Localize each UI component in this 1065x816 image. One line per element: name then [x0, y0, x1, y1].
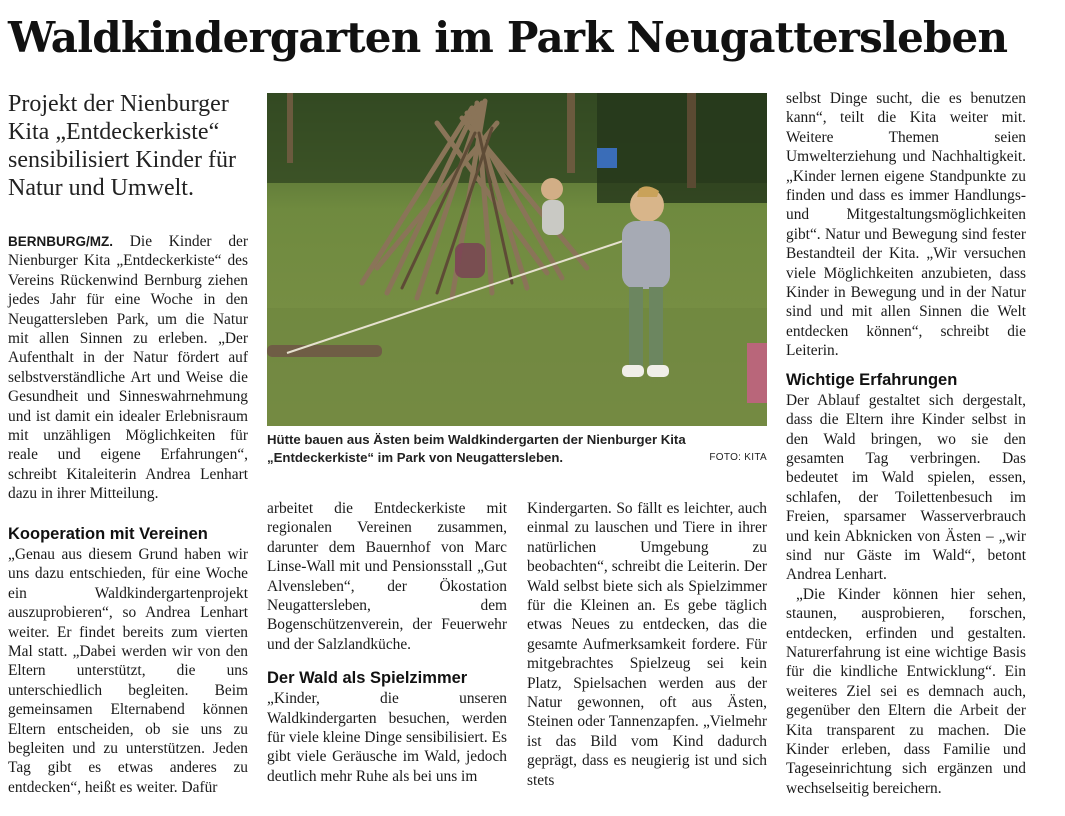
headline: Waldkindergarten im Park Neugattersleben [8, 13, 1008, 62]
article-column-2 [267, 499, 507, 786]
paragraph-ablauf: Der Ablauf gestaltet sich dergestalt, dass die Eltern ihre Kinder selbst in den Wald bringen, wo sie den gesamten Tag verbringen. Das bedeutet im Wald spielen, essen, schlafen, der Toilettenbesuch im Freien, sparsamer Wasserverbrauch und kein Abknicken von Ästen – „wir sind nur Gäste im Wald“, betont Andrea Lenhart. [786, 391, 1026, 584]
article-column-1 [8, 232, 248, 504]
article-photo [267, 93, 767, 426]
subheadline: Projekt der Nienburger Kita „Entdeckerkiste“ sensibilisiert Kinder für Natur und Umwelt. [8, 91, 236, 201]
section-heading-erfahrungen: Wichtige Erfahrungen [786, 370, 958, 389]
section-heading-kooperation: Kooperation mit Vereinen [8, 525, 208, 543]
photo-credit: FOTO: KITA [709, 452, 767, 463]
paragraph-kooperation: „Genau aus diesem Grund haben wir uns dazu entschieden, für eine Woche ein Waldkindergartenprojekt auszuprobieren“, so Andrea Lenhart weiter. Er findet bereits zum vierten Mal statt. „Dabei werden wir von den Eltern unterstützt, die uns unterschiedlich begleiten. Beim gemeinsamen Elternabend können Eltern entscheiden, ob sie uns zu begleiten und zu unterstützen. Jeden Tag gibt es etwas anderes zu entdecken“, heißt es weiter. Dafür [8, 546, 248, 796]
photo-caption [267, 431, 767, 467]
photo-illustration [267, 93, 767, 426]
paragraph-vereine: arbeitet die Entdeckerkiste mit regionalen Vereinen zusammen, darunter dem Bauernhof von Marc Linse-Wall mit und Pensionsstall „Gut Alvensleben“, der Ökostation Neugattersleben, dem Bogenschützenverein, der Feuerwehr und der Salzlandküche. [267, 500, 507, 653]
article-column-4 [786, 89, 1026, 798]
paragraph-ziele: „Die Kinder können hier sehen, staunen, ausprobieren, forschen, entdecken, erfinden und gestalten. Naturerfahrung ist eine wichtige Basis für die kindliche Entwicklung“. Ein weiteres Ziel sei es demnach auch, gegenüber den Eltern die Arbeit der Kita transparent zu machen. Die Kinder erleben, dass Familie und Tageseinrichtung sich ergänzen und wechselseitig bereichern. [786, 585, 1026, 797]
article-column-1-lower [8, 518, 248, 797]
article-column-3 [527, 499, 767, 790]
paragraph-intro [8, 232, 248, 504]
paragraph-kindergarten: Kindergarten. So fällt es leichter, auch einmal zu lauschen und Tiere in ihrer natürlichen Umgebung zu beobachten“, schreibt die Leiterin. Der Wald selbst biete sich als Spielzimmer für die Kleinen an. Es gebe täglich etwas Neues zu entdecken, das die gesamte Aufmerksamkeit fordere. Für mitgebrachtes Spielzeug sei kein Platz, Spielsachen werden aus der Natur gewonnen, oft aus Ästen, Steinen oder Tannenzapfen. „Vielmehr ist das Bild vom Kind dadurch geprägt, dass es neugierig ist und sich stets [527, 500, 767, 789]
dateline: BERNBURG/MZ. [8, 234, 113, 249]
caption-text: Hütte bauen aus Ästen beim Waldkindergarten der Nienburger Kita „Entdeckerkiste“ im Park von Neugattersleben. [267, 432, 686, 465]
paragraph-spielzimmer: „Kinder, die unseren Waldkindergarten besuchen, werden für viele kleine Dinge sensibilisiert. Es gibt viele Geräusche im Wald, jedoch deutlich mehr Ruhe als bei uns im [267, 690, 507, 785]
section-heading-spielzimmer: Der Wald als Spielzimmer [267, 669, 468, 688]
paragraph-themen: selbst Dinge sucht, die es benutzen kann“, teilt die Kita weiter mit. Weitere Themen seien Umwelterziehung und Nachhaltigkeit. „Kinder lernen eigene Standpunkte zu finden und dass es immer Handlungs- und Mitgestaltungsmöglichkeiten gibt“. Natur und Bewegung sind fester Bestandteil der Kita. „Wir versuchen viele Möglichkeiten anzubieten, dass Kinder in Bewegung und in der Natur sind und mit allen Sinnen die Welt entdecken können“, schreibt die Leiterin. [786, 90, 1026, 360]
paragraph-intro-text: Die Kinder der Nienburger Kita „Entdeckerkiste“ des Vereins Rückenwind Bernburg ziehen jedes Jahr für eine Woche in den Neugattersleben Park, um die Natur mit allen Sinnen zu erleben. „Der Aufenthalt in der Natur fördert auf selbstverständliche Art und Weise die Gesundheit und Sinneswahrnehmung und ist damit ein idealer Erlebnisraum mit unzähligen Möglichkeiten für reale und eigene Erfahrungen“, schreibt Kitaleiterin Andrea Lenhart dazu in ihrer Mitteilung. [8, 233, 248, 503]
